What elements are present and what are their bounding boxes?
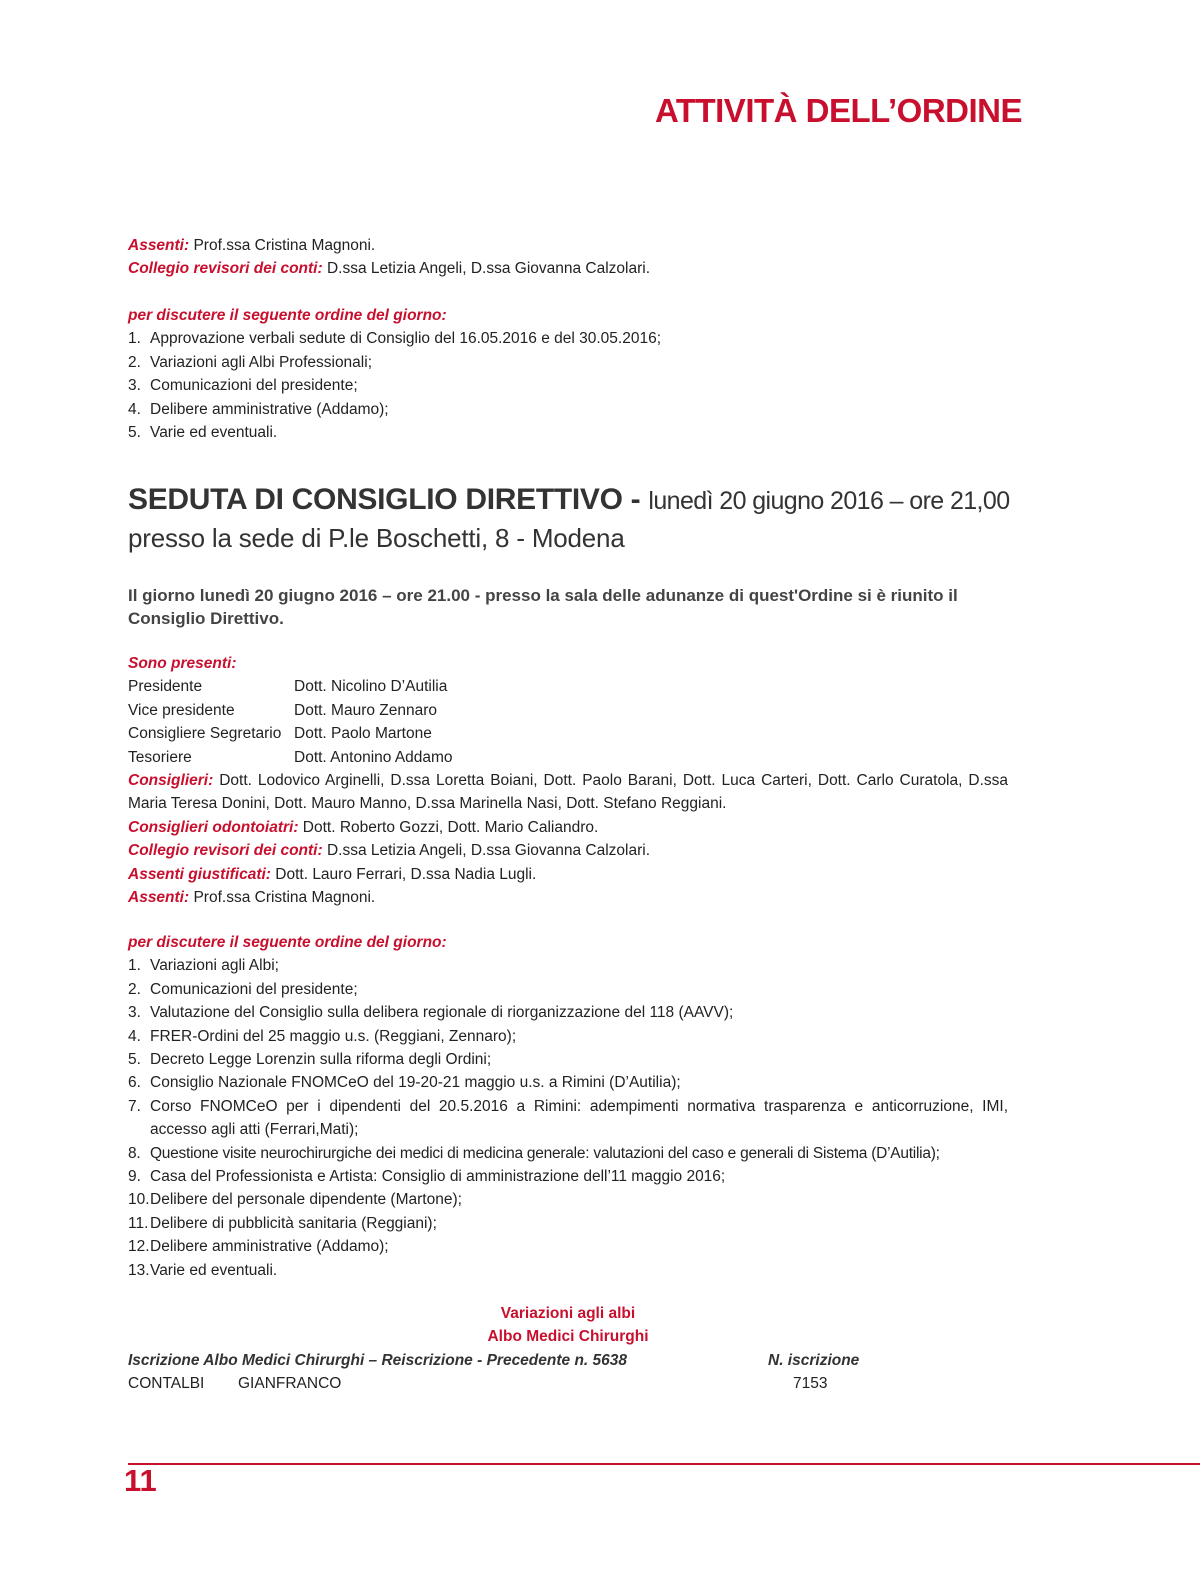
list-item (128, 1212, 1008, 1235)
role-label: Presidente (128, 678, 203, 696)
consiglieri-value: Dott. Lodovico Arginelli, D.ssa Loretta Boiani, Dott. Paolo Barani, Dott. Luca Carteri, Dott. Carlo Curatola, D.ssa Maria Teresa Donini, Dott. Mauro Manno, D.ssa Marinella Nasi, Dott. Stefano Reggiani. (128, 772, 1008, 813)
section-header-title: ATTIVITÀ DELL’ORDINE (654, 92, 1022, 129)
item-text: Delibere del personale dipendente (Martone); (150, 1191, 462, 1209)
item-text: Valutazione del Consiglio sulla delibera regionale di riorganizzazione del 118 (AAVV); (150, 1004, 734, 1022)
odontoiatri-label: Consiglieri odontoiatri: (128, 818, 299, 836)
session-title (128, 483, 1010, 517)
list-item (128, 398, 661, 421)
agenda-heading: per discutere il seguente ordine del giorno: (128, 307, 447, 324)
role-row (128, 746, 1008, 769)
item-number: 4. (128, 1027, 141, 1045)
item-text: Corso FNOMCeO per i dipendenti del 20.5.2016 a Rimini: adempimenti normativa trasparenza e anticorruzione, IMI, accesso agli atti (Ferrari,Mati); (150, 1097, 1008, 1139)
variazioni-heading (128, 1302, 1008, 1349)
list-item (128, 1071, 1008, 1094)
item-text: Decreto Legge Lorenzin sulla riforma degli Ordini; (150, 1051, 492, 1069)
item-number: 5. (128, 1051, 141, 1069)
item-text: Comunicazioni del presidente; (150, 980, 358, 998)
variazioni-heading-line2: Albo Medici Chirurghi (487, 1328, 649, 1346)
item-number: 1. (128, 957, 141, 975)
n-iscrizione-label: N. iscrizione (768, 1352, 860, 1369)
consiglieri-label: Consiglieri: (128, 772, 214, 790)
giustificati-label: Assenti giustificati: (128, 865, 271, 883)
item-text: Comunicazioni del presidente; (150, 377, 358, 395)
session-title-date: lunedì 20 giugno 2016 – ore 21,00 (648, 487, 1010, 515)
item-number: 5. (128, 424, 141, 442)
item-text: Approvazione verbali sedute di Consiglio del 16.05.2016 e del 30.05.2016; (150, 330, 662, 348)
item-number: 9. (128, 1168, 141, 1186)
item-number: 6. (128, 1074, 141, 1092)
role-name: Dott. Nicolino D’Autilia (294, 678, 448, 696)
item-number: 11. (128, 1214, 149, 1232)
session-intro: Il giorno lunedì 20 giugno 2016 – ore 21.00 - presso la sala delle adunanze di quest'Ordine si è riunito il Consiglio Direttivo. (128, 586, 958, 628)
list-item (128, 1025, 1008, 1048)
odontoiatri-line (128, 816, 1008, 839)
list-item (128, 1095, 1008, 1142)
giustificati-value: Dott. Lauro Ferrari, D.ssa Nadia Lugli. (270, 865, 537, 883)
item-number: 1. (128, 330, 141, 348)
odontoiatri-value: Dott. Roberto Gozzi, Dott. Mario Caliandro. (298, 818, 599, 836)
role-label: Tesoriere (128, 748, 192, 766)
assenti-value: Prof.ssa Cristina Magnoni. (189, 237, 376, 254)
consiglieri-line (128, 769, 1008, 816)
role-name: Dott. Mauro Zennaro (294, 701, 438, 719)
item-text: Casa del Professionista e Artista: Consiglio di amministrazione dell’11 maggio 2016; (150, 1168, 726, 1186)
item-text: Variazioni agli Albi Professionali; (150, 353, 372, 371)
giustificati-line (128, 863, 1008, 886)
collegio-value: D.ssa Letizia Angeli, D.ssa Giovanna Calzolari. (322, 260, 651, 278)
role-row (128, 675, 1008, 698)
collegio-value: D.ssa Letizia Angeli, D.ssa Giovanna Calzolari. (322, 842, 651, 860)
agenda-second (128, 931, 1008, 1282)
iscrizione-header (128, 1349, 1008, 1372)
item-text: Varie ed eventuali. (150, 424, 278, 442)
row-number: 7153 (793, 1375, 828, 1392)
list-item (128, 1259, 1008, 1282)
session-subtitle: presso la sede di P.le Boschetti, 8 - Modena (128, 523, 625, 553)
item-text: FRER-Ordini del 25 maggio u.s. (Reggiani, Zennaro); (150, 1027, 517, 1045)
footer-rule (128, 1463, 1200, 1465)
list-item (128, 374, 661, 397)
agenda-first (128, 304, 661, 444)
list-item (128, 327, 661, 350)
role-label: Consigliere Segretario (128, 725, 282, 743)
list-item (128, 1001, 1008, 1024)
collegio-label: Collegio revisori dei conti: (128, 260, 323, 278)
item-number: 8. (128, 1144, 141, 1162)
item-text: Variazioni agli Albi; (150, 957, 279, 975)
item-text: Delibere amministrative (Addamo); (150, 1238, 389, 1256)
list-item (128, 978, 1008, 1001)
collegio-line (128, 839, 1008, 862)
item-number: 2. (128, 980, 141, 998)
item-number: 10. (128, 1191, 150, 1209)
assenti-line (128, 886, 1008, 909)
assenti-label: Assenti: (128, 889, 190, 907)
assenti-value: Prof.ssa Cristina Magnoni. (189, 889, 376, 907)
previous-session-attendance (128, 234, 650, 281)
list-item (128, 954, 1008, 977)
item-number: 4. (128, 400, 141, 418)
page-number: 11 (124, 1463, 157, 1498)
row-name: GIANFRANCO (238, 1375, 342, 1392)
list-item (128, 1048, 1008, 1071)
item-number: 3. (128, 1004, 141, 1022)
assenti-line (128, 234, 650, 257)
list-item (128, 1188, 1008, 1211)
presenti-heading: Sono presenti: (128, 655, 237, 672)
collegio-label: Collegio revisori dei conti: (128, 842, 323, 860)
list-item (128, 351, 661, 374)
list-item (128, 1142, 1008, 1165)
list-item (128, 1235, 1008, 1258)
assenti-label: Assenti: (128, 237, 190, 254)
role-label: Vice presidente (128, 701, 235, 719)
row-surname: CONTALBI (128, 1375, 205, 1392)
item-text: Delibere di pubblicità sanitaria (Reggiani); (150, 1214, 437, 1232)
role-name: Dott. Antonino Addamo (294, 748, 453, 766)
attendance-section (128, 652, 1008, 909)
variazioni-heading-line1: Variazioni agli albi (500, 1305, 636, 1322)
list-item (128, 421, 661, 444)
session-title-bold: SEDUTA DI CONSIGLIO DIRETTIVO - (128, 483, 649, 516)
item-text: Varie ed eventuali. (150, 1261, 278, 1279)
collegio-line (128, 257, 650, 280)
item-text: Consiglio Nazionale FNOMCeO del 19-20-21 maggio u.s. a Rimini (D’Autilia); (150, 1074, 681, 1092)
item-number: 13. (128, 1261, 150, 1279)
role-row (128, 699, 1008, 722)
agenda-heading: per discutere il seguente ordine del giorno: (128, 934, 447, 951)
item-number: 7. (128, 1097, 141, 1115)
role-name: Dott. Paolo Martone (294, 725, 432, 743)
item-text: Questione visite neurochirurgiche dei medici di medicina generale: valutazioni del caso e generali di Sistema (D’Autilia); (150, 1144, 940, 1162)
iscrizione-label: Iscrizione Albo Medici Chirurghi – Reiscrizione - Precedente n. 5638 (128, 1352, 628, 1369)
role-row (128, 722, 1008, 745)
item-number: 3. (128, 377, 141, 395)
item-text: Delibere amministrative (Addamo); (150, 400, 389, 418)
item-number: 12. (128, 1238, 150, 1256)
item-number: 2. (128, 353, 141, 371)
list-item (128, 1165, 1008, 1188)
